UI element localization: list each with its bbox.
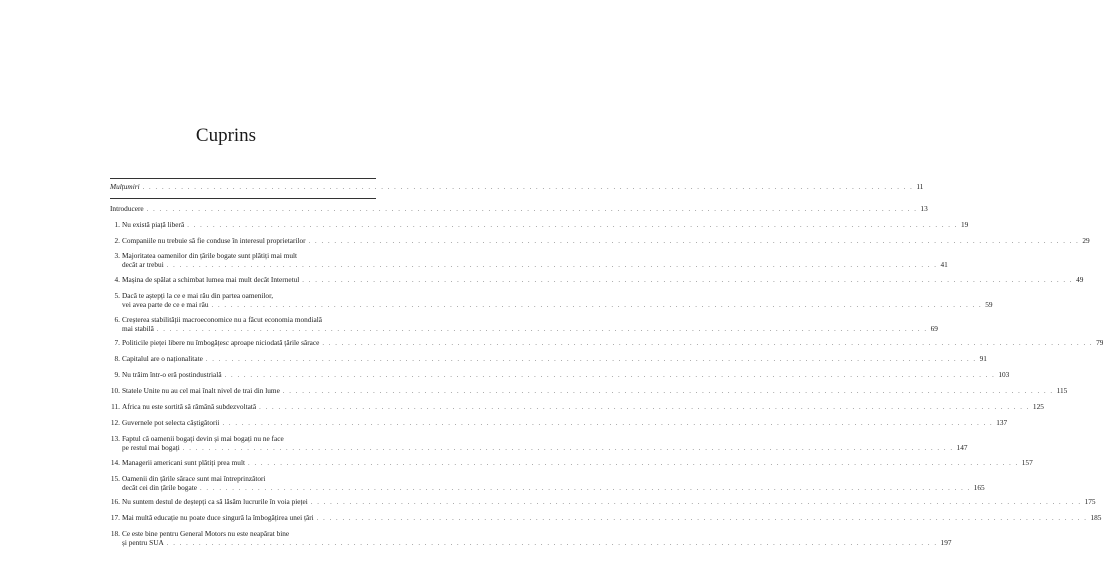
toc-entry-title: pe restul mai bogați — [122, 443, 180, 452]
toc-page-number: 137 — [996, 418, 1008, 427]
toc-entry-title: Mașina de spălat a schimbat lumea mai mult decât Internetul — [122, 275, 300, 284]
toc-chapter-number: 8. — [114, 354, 120, 363]
toc-entry-title: Managerii americani sunt plătiți prea mult — [122, 458, 245, 467]
toc-leader-dots: . . . . . . . . . . . . . . . . . . . . . . . . . . . . . . . . . . . . . . . . . . . . . . . . . . . . . . . . . . . . . . . . . . . . . . . . . . . . . . . . . . . . . . . . . . . . . . . . . . . . . . . . . . . . . . . . . . . . . . . . — [182, 445, 954, 452]
toc-divider-top — [110, 178, 376, 179]
toc-page-number: 19 — [960, 220, 969, 229]
toc-leader-dots: . . . . . . . . . . . . . . . . . . . . . . . . . . . . . . . . . . . . . . . . . . . . . . . . . . . . . . . . . . . . . . . . . . . . . . . . . . . . . . . . . . . . . . . . . . . . . . . . . . . . . . . . . . . . . . . . . . . . . . . . — [322, 340, 1094, 347]
toc-chapter-number: 4. — [114, 275, 120, 284]
toc-leader-dots: . . . . . . . . . . . . . . . . . . . . . . . . . . . . . . . . . . . . . . . . . . . . . . . . . . . . . . . . . . . . . . . . . . . . . . . . . . . . . . . . . . . . . . . . . . . . . . . . . . . . . . . . . . . . . . . . . . . . . . . . — [224, 372, 996, 379]
toc-entry-title: vei avea parte de ce e mai rău — [122, 300, 209, 309]
toc-chapter-number: 9. — [114, 370, 120, 379]
toc-chapter-number: 12. — [110, 418, 120, 427]
toc-page-number: 69 — [930, 324, 938, 333]
toc-chapter-number: 10. — [110, 386, 120, 395]
toc-chapter-number: 2. — [114, 236, 120, 245]
toc-page-number: 197 — [940, 538, 952, 547]
toc-entry-title: Nu trăim într-o eră postindustrială — [122, 370, 222, 379]
toc-page-number: 115 — [1056, 386, 1068, 395]
toc-page-number: 13 — [920, 204, 928, 213]
toc-page-number: 59 — [985, 300, 993, 309]
toc-chapter-number: 6. — [114, 315, 120, 324]
toc-chapter-number: 15. — [110, 474, 120, 483]
toc-page-number: 103 — [998, 370, 1010, 379]
toc-entry-title: Nu există piață liberă — [122, 220, 185, 229]
toc-page-number: 41 — [940, 260, 948, 269]
toc-entry-title: și pentru SUA — [122, 538, 164, 547]
toc-page-number: 165 — [973, 483, 985, 492]
toc-leader-dots: . . . . . . . . . . . . . . . . . . . . . . . . . . . . . . . . . . . . . . . . . . . . . . . . . . . . . . . . . . . . . . . . . . . . . . . . . . . . . . . . . . . . . . . . . . . . . . . . . . . . . . . . . . . . . . . . . . . . . . . . — [142, 184, 914, 191]
toc-entry-title: Majoritatea oamenilor din țările bogate sunt plătiți mai mult — [122, 251, 298, 260]
toc-page-number: 157 — [1021, 458, 1033, 467]
toc-leader-dots: . . . . . . . . . . . . . . . . . . . . . . . . . . . . . . . . . . . . . . . . . . . . . . . . . . . . . . . . . . . . . . . . . . . . . . . . . . . . . . . . . . . . . . . . . . . . . . . . . . . . . . . . . . . . . . . . . . . . . . . . — [308, 238, 1080, 245]
toc-chapter-number: 16. — [110, 497, 120, 506]
toc-entry-title: Introducere — [110, 204, 144, 213]
toc-entry-title: Nu suntem destul de deștepți ca să lăsăm lucrurile în voia pieței — [122, 497, 308, 506]
toc-entry-title: Creșterea stabilității macroeconomice nu a făcut economia mondială — [122, 315, 322, 324]
toc-entry-title: Oamenii din țările sărace sunt mai întreprinzători — [122, 474, 266, 483]
toc-chapter-number: 3. — [114, 251, 120, 260]
toc-leader-dots: . . . . . . . . . . . . . . . . . . . . . . . . . . . . . . . . . . . . . . . . . . . . . . . . . . . . . . . . . . . . . . . . . . . . . . . . . . . . . . . . . . . . . . . . . . . . . . . . . . . . . . . . . . . . . . . . . . . . . . . . — [282, 388, 1054, 395]
toc-entry-title: Statele Unite nu au cel mai înalt nivel de trai din lume — [122, 386, 280, 395]
toc-leader-dots: . . . . . . . . . . . . . . . . . . . . . . . . . . . . . . . . . . . . . . . . . . . . . . . . . . . . . . . . . . . . . . . . . . . . . . . . . . . . . . . . . . . . . . . . . . . . . . . . . . . . . . . . . . . . . . . . . . . . . . . . — [222, 420, 994, 427]
toc-chapter-number: 18. — [110, 529, 120, 538]
toc-entry-title: decât ar trebui — [122, 260, 164, 269]
toc-entry-title: Politicile pieței libere nu îmbogățesc aproape niciodată țările sărace — [122, 338, 320, 347]
toc-page-number: 29 — [1082, 236, 1090, 245]
toc-leader-dots: . . . . . . . . . . . . . . . . . . . . . . . . . . . . . . . . . . . . . . . . . . . . . . . . . . . . . . . . . . . . . . . . . . . . . . . . . . . . . . . . . . . . . . . . . . . . . . . . . . . . . . . . . . . . . . . . . . . . . . . . — [146, 206, 918, 213]
toc-entry-title: mai stabilă — [122, 324, 154, 333]
toc-leader-dots: . . . . . . . . . . . . . . . . . . . . . . . . . . . . . . . . . . . . . . . . . . . . . . . . . . . . . . . . . . . . . . . . . . . . . . . . . . . . . . . . . . . . . . . . . . . . . . . . . . . . . . . . . . . . . . . . . . . . . . . . — [166, 262, 938, 269]
toc-entry-title: Companiile nu trebuie să fie conduse în interesul proprietarilor — [122, 236, 306, 245]
toc-entry-title: Mai multă educație nu poate duce singură la îmbogățirea unei țări — [122, 513, 314, 522]
toc-entry-title: Faptul că oamenii bogați devin și mai bogați nu ne face — [122, 434, 284, 443]
toc-page-number: 11 — [916, 182, 924, 191]
toc-divider-bottom — [110, 198, 376, 199]
toc-entry-title: Capitalul are o naționalitate — [122, 354, 203, 363]
toc-page-number: 125 — [1032, 402, 1044, 411]
toc-leader-dots: . . . . . . . . . . . . . . . . . . . . . . . . . . . . . . . . . . . . . . . . . . . . . . . . . . . . . . . . . . . . . . . . . . . . . . . . . . . . . . . . . . . . . . . . . . . . . . . . . . . . . . . . . . . . . . . . . . . . . . . . — [310, 499, 1082, 506]
toc-chapter-number: 13. — [110, 434, 120, 443]
toc-entry-title: Africa nu este sortită să rămână subdezvoltată — [122, 402, 257, 411]
toc-chapter-number: 17. — [110, 513, 120, 522]
page-title: Cuprins — [195, 125, 257, 146]
toc-leader-dots: . . . . . . . . . . . . . . . . . . . . . . . . . . . . . . . . . . . . . . . . . . . . . . . . . . . . . . . . . . . . . . . . . . . . . . . . . . . . . . . . . . . . . . . . . . . . . . . . . . . . . . . . . . . . . . . . . . . . . . . . — [316, 515, 1088, 522]
toc-entry-title: Dacă te aștepți la ce e mai rău din partea oamenilor, — [122, 291, 274, 300]
toc-entry-title: Ce este bine pentru General Motors nu este neapărat bine — [122, 529, 290, 538]
toc-entry-title: decât cei din țările bogate — [122, 483, 197, 492]
toc-leader-dots: . . . . . . . . . . . . . . . . . . . . . . . . . . . . . . . . . . . . . . . . . . . . . . . . . . . . . . . . . . . . . . . . . . . . . . . . . . . . . . . . . . . . . . . . . . . . . . . . . . . . . . . . . . . . . . . . . . . . . . . . — [248, 460, 1019, 467]
toc-entry-title: Mulțumiri — [110, 182, 140, 191]
toc-page-number: 91 — [979, 354, 987, 363]
toc-chapter-number: 11. — [111, 402, 120, 411]
toc-leader-dots: . . . . . . . . . . . . . . . . . . . . . . . . . . . . . . . . . . . . . . . . . . . . . . . . . . . . . . . . . . . . . . . . . . . . . . . . . . . . . . . . . . . . . . . . . . . . . . . . . . . . . . . . . . . . . . . . . . . . . . . . — [187, 222, 958, 229]
toc-leader-dots: . . . . . . . . . . . . . . . . . . . . . . . . . . . . . . . . . . . . . . . . . . . . . . . . . . . . . . . . . . . . . . . . . . . . . . . . . . . . . . . . . . . . . . . . . . . . . . . . . . . . . . . . . . . . . . . . . . . . . . . . — [259, 404, 1030, 411]
toc-chapter-number: 1. — [114, 220, 120, 229]
toc-page-number: 175 — [1084, 497, 1096, 506]
toc-leader-dots: . . . . . . . . . . . . . . . . . . . . . . . . . . . . . . . . . . . . . . . . . . . . . . . . . . . . . . . . . . . . . . . . . . . . . . . . . . . . . . . . . . . . . . . . . . . . . . . . . . . . . . . . . . . . . . . . . . . . . . . . — [166, 540, 938, 547]
toc-page-number: 79 — [1096, 338, 1103, 347]
toc-chapter-number: 14. — [110, 458, 120, 467]
toc-chapter-number: 5. — [114, 291, 120, 300]
toc-leader-dots: . . . . . . . . . . . . . . . . . . . . . . . . . . . . . . . . . . . . . . . . . . . . . . . . . . . . . . . . . . . . . . . . . . . . . . . . . . . . . . . . . . . . . . . . . . . . . . . . . . . . . . . . . . . . . . . . . . . . . . . . — [205, 356, 977, 363]
toc-page-number: 147 — [956, 443, 968, 452]
toc-leader-dots: . . . . . . . . . . . . . . . . . . . . . . . . . . . . . . . . . . . . . . . . . . . . . . . . . . . . . . . . . . . . . . . . . . . . . . . . . . . . . . . . . . . . . . . . . . . . . . . . . . . . . . . . . . . . . . . . . . . . . . . . — [302, 277, 1074, 284]
toc-chapter-number: 7. — [114, 338, 120, 347]
toc-leader-dots: . . . . . . . . . . . . . . . . . . . . . . . . . . . . . . . . . . . . . . . . . . . . . . . . . . . . . . . . . . . . . . . . . . . . . . . . . . . . . . . . . . . . . . . . . . . . . . . . . . . . . . . . . . . . . . . . . . . . . . . . — [199, 485, 971, 492]
toc-entry-title: Guvernele pot selecta câștigătorii — [122, 418, 220, 427]
toc-leader-dots: . . . . . . . . . . . . . . . . . . . . . . . . . . . . . . . . . . . . . . . . . . . . . . . . . . . . . . . . . . . . . . . . . . . . . . . . . . . . . . . . . . . . . . . . . . . . . . . . . . . . . . . . . . . . . . . . . . . . . . . . — [156, 326, 928, 333]
toc-page-number: 185 — [1090, 513, 1102, 522]
toc-page-number: 49 — [1076, 275, 1084, 284]
toc-leader-dots: . . . . . . . . . . . . . . . . . . . . . . . . . . . . . . . . . . . . . . . . . . . . . . . . . . . . . . . . . . . . . . . . . . . . . . . . . . . . . . . . . . . . . . . . . . . . . . . . . . . . . . . . . . . . . . . . . . . . . . . . — [211, 302, 983, 309]
